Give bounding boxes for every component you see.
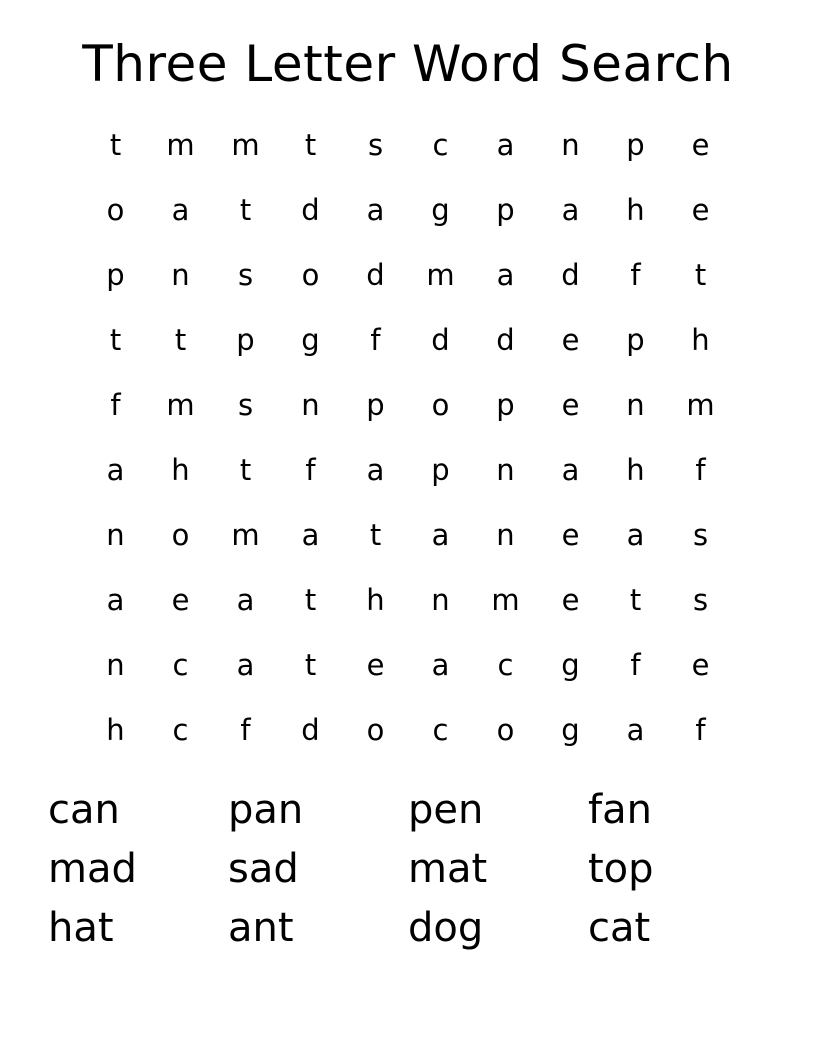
grid-letter: d — [496, 323, 515, 357]
grid-letter: t — [629, 583, 642, 617]
word-list-item: dog — [408, 905, 484, 951]
grid-letter: m — [686, 388, 715, 422]
grid-letter: d — [366, 258, 385, 292]
grid-letter: t — [239, 193, 252, 227]
grid-letter: a — [301, 518, 320, 552]
grid-letter: o — [301, 258, 320, 292]
word-list-item: mat — [408, 846, 488, 892]
grid-letter: h — [171, 453, 190, 487]
grid-letter: e — [691, 193, 710, 227]
word-list-item: sad — [228, 846, 299, 892]
grid-letter: o — [171, 518, 190, 552]
grid-letter: a — [496, 258, 515, 292]
grid-letter: c — [172, 648, 189, 682]
word-list-item: hat — [48, 905, 114, 951]
grid-letter: c — [432, 128, 449, 162]
grid-letter: f — [370, 323, 381, 357]
grid-letter: t — [304, 648, 317, 682]
grid-letter: d — [561, 258, 580, 292]
grid-letter: o — [431, 388, 450, 422]
grid-letter: n — [626, 388, 645, 422]
grid-letter: t — [369, 518, 382, 552]
word-list-item: cat — [588, 905, 651, 951]
grid-letter: e — [171, 583, 190, 617]
grid-letter: n — [106, 518, 125, 552]
grid-letter: s — [692, 583, 709, 617]
grid-letter: g — [561, 648, 580, 682]
grid-letter: d — [301, 193, 320, 227]
word-list-item: top — [588, 846, 654, 892]
grid-letter: a — [236, 648, 255, 682]
word-list-item: ant — [228, 905, 294, 951]
grid-letter: c — [432, 713, 449, 747]
grid-letter: c — [172, 713, 189, 747]
grid-letter: g — [561, 713, 580, 747]
grid-letter: m — [231, 518, 260, 552]
grid-letter: n — [301, 388, 320, 422]
grid-letter: g — [431, 193, 450, 227]
grid-letter: t — [304, 583, 317, 617]
grid-letter: a — [496, 128, 515, 162]
grid-letter: a — [366, 453, 385, 487]
grid-letter: f — [695, 453, 706, 487]
grid-letter: a — [561, 193, 580, 227]
grid-letter: m — [166, 388, 195, 422]
grid-letter: a — [626, 713, 645, 747]
word-list — [48, 781, 768, 958]
grid-letter: e — [561, 388, 580, 422]
grid-letter: t — [109, 128, 122, 162]
grid-letter: a — [626, 518, 645, 552]
grid-letter: c — [497, 648, 514, 682]
grid-letter: a — [561, 453, 580, 487]
page-title: Three Letter Word Search — [82, 35, 734, 93]
grid-letter: a — [431, 518, 450, 552]
grid-letter: m — [166, 128, 195, 162]
grid-letter: p — [106, 258, 125, 292]
grid-letter: h — [366, 583, 385, 617]
grid-letter: o — [366, 713, 385, 747]
grid-letter: s — [692, 518, 709, 552]
grid-letter: d — [431, 323, 450, 357]
grid-letter: p — [626, 323, 645, 357]
grid-letter: f — [695, 713, 706, 747]
grid-letter: h — [626, 453, 645, 487]
grid-letter: h — [626, 193, 645, 227]
grid-letter: p — [496, 388, 515, 422]
grid-letter: f — [110, 388, 121, 422]
grid-letter: s — [367, 128, 384, 162]
grid-letter: e — [691, 648, 710, 682]
grid-letter: t — [304, 128, 317, 162]
grid-letter: n — [561, 128, 580, 162]
grid-letter: s — [237, 258, 254, 292]
grid-letter: a — [431, 648, 450, 682]
grid-letter: a — [106, 453, 125, 487]
grid-letter: t — [239, 453, 252, 487]
grid-letter: e — [561, 518, 580, 552]
grid-letter: n — [496, 518, 515, 552]
grid-letter: p — [431, 453, 450, 487]
grid-letter: s — [237, 388, 254, 422]
grid-letter: p — [366, 388, 385, 422]
grid-letter: o — [106, 193, 125, 227]
grid-letter: a — [236, 583, 255, 617]
grid-letter: g — [301, 323, 320, 357]
grid-letter: h — [106, 713, 125, 747]
grid-letter: e — [691, 128, 710, 162]
grid-letter: f — [240, 713, 251, 747]
grid-letter: n — [431, 583, 450, 617]
grid-letter: m — [491, 583, 520, 617]
grid-letter: e — [561, 323, 580, 357]
grid-letter: m — [426, 258, 455, 292]
grid-letter: t — [109, 323, 122, 357]
grid-letter: a — [366, 193, 385, 227]
grid-letter: n — [171, 258, 190, 292]
grid-letter: t — [694, 258, 707, 292]
grid-letter: f — [305, 453, 316, 487]
letter-grid — [83, 113, 733, 763]
grid-letter: o — [496, 713, 515, 747]
grid-letter: p — [626, 128, 645, 162]
grid-letter: p — [496, 193, 515, 227]
grid-letter: f — [630, 258, 641, 292]
grid-letter: n — [496, 453, 515, 487]
grid-letter: e — [561, 583, 580, 617]
word-list-item: pan — [228, 787, 304, 833]
grid-letter: n — [106, 648, 125, 682]
grid-letter: p — [236, 323, 255, 357]
grid-letter: e — [366, 648, 385, 682]
grid-letter: h — [691, 323, 710, 357]
word-list-item: pen — [408, 787, 484, 833]
grid-letter: a — [106, 583, 125, 617]
word-list-item: can — [48, 787, 120, 833]
word-list-item: mad — [48, 846, 137, 892]
grid-letter: f — [630, 648, 641, 682]
grid-letter: m — [231, 128, 260, 162]
grid-letter: d — [301, 713, 320, 747]
grid-letter: t — [174, 323, 187, 357]
grid-letter: a — [171, 193, 190, 227]
word-list-item: fan — [588, 787, 652, 833]
